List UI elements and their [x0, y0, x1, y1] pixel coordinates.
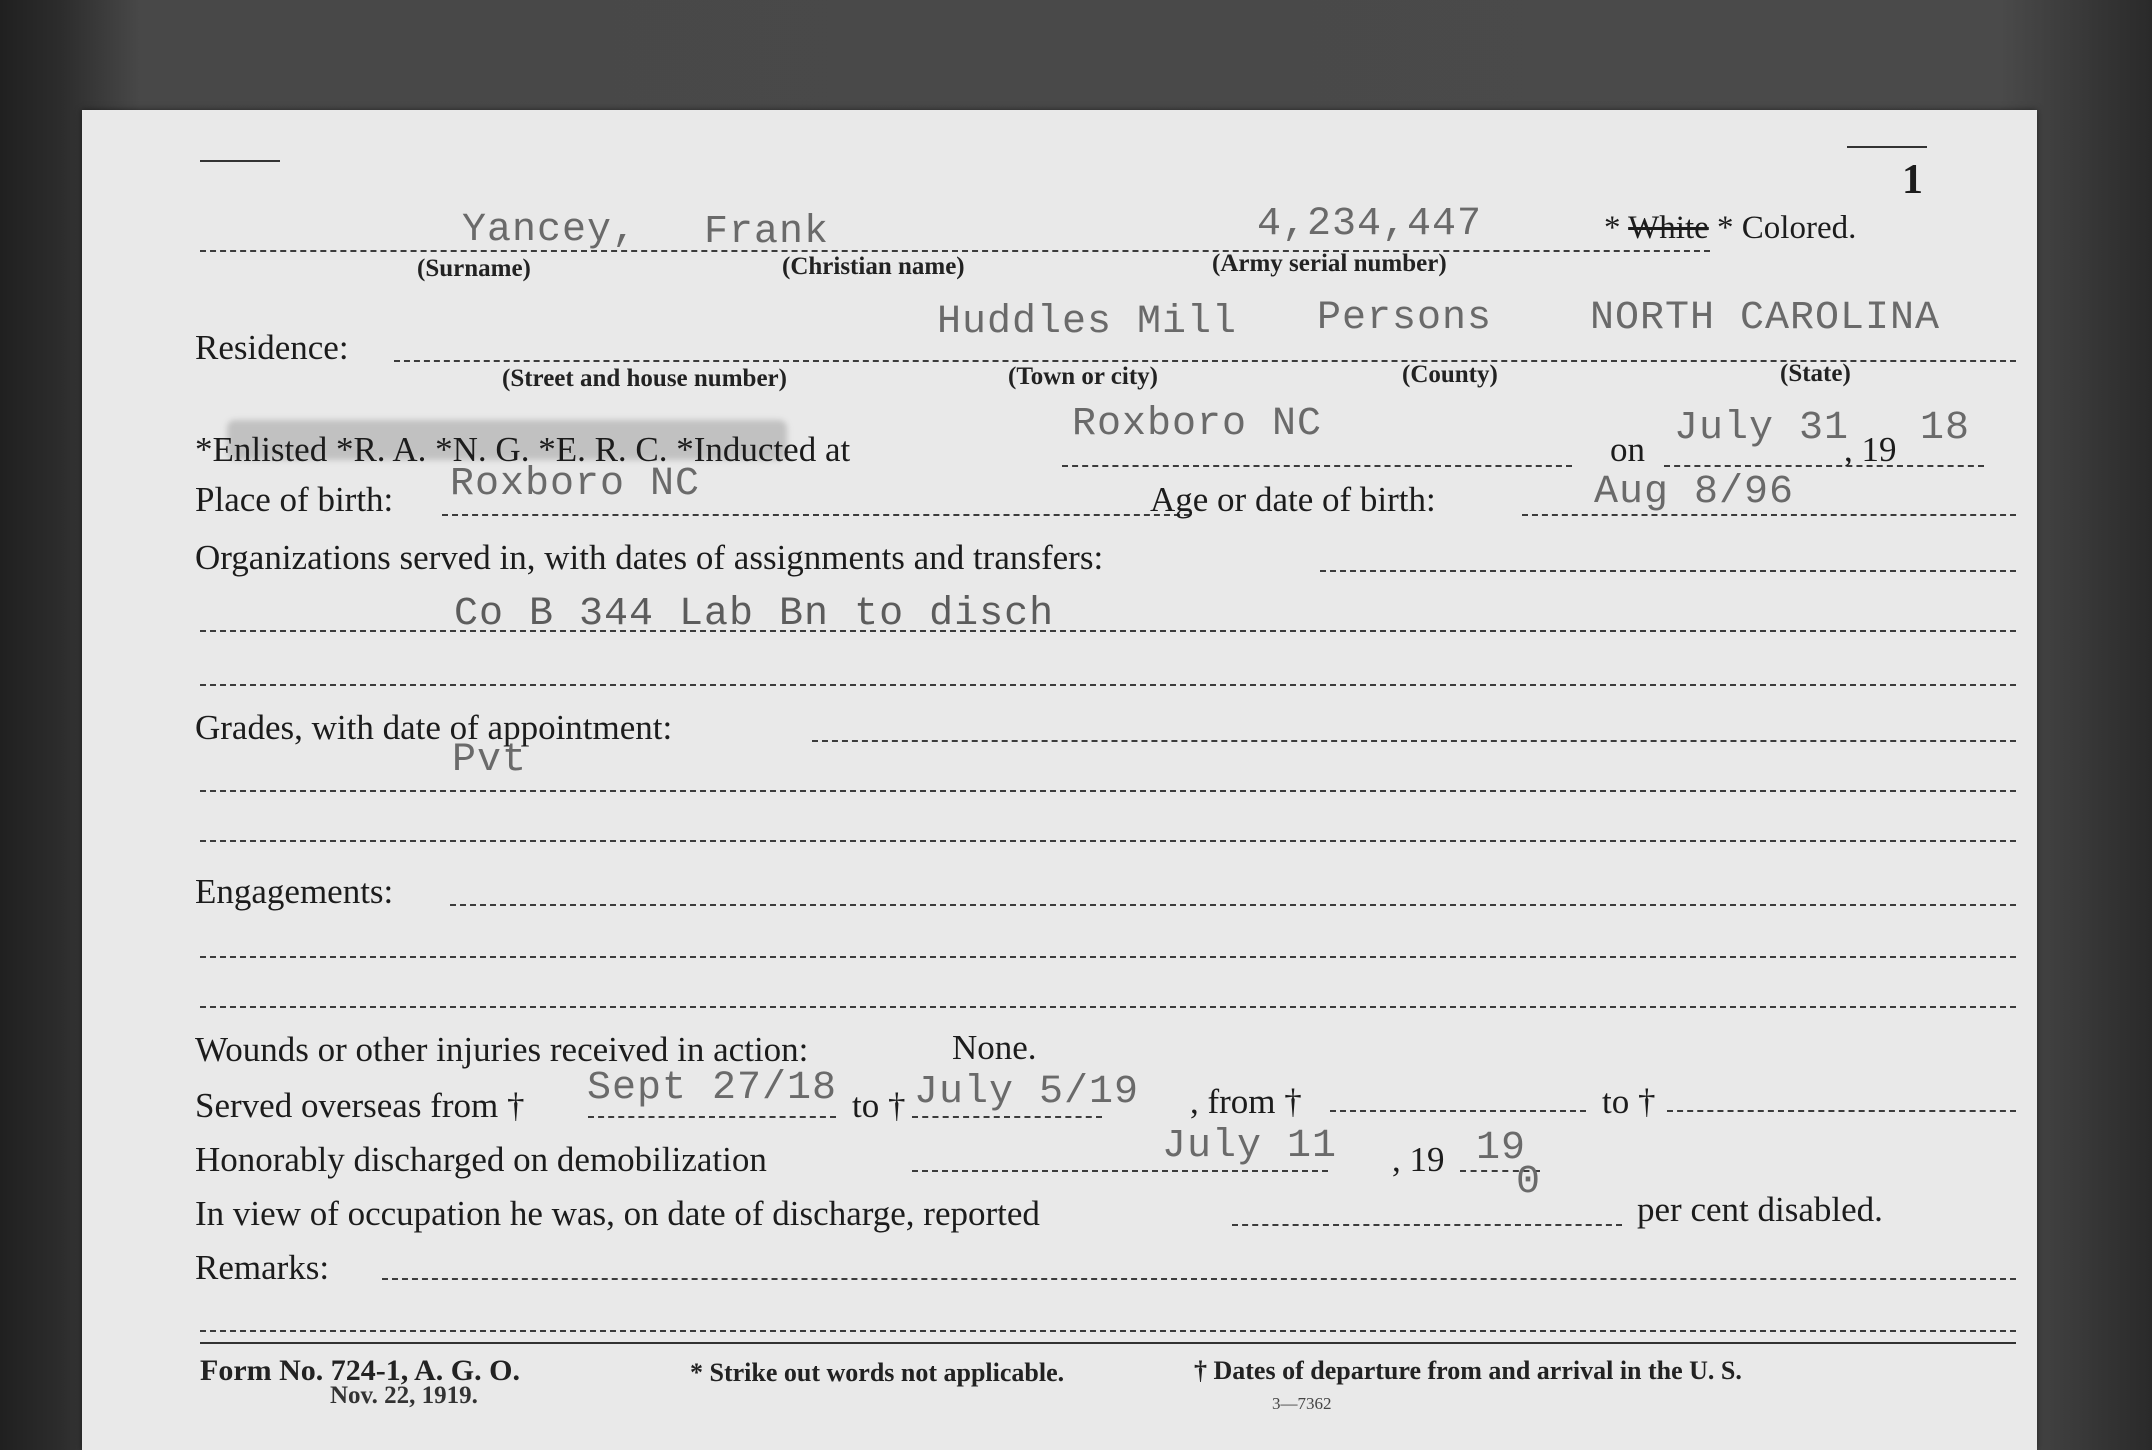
disabled-pct-value: 0 [1516, 1160, 1542, 1205]
induct-year-value: 18 [1920, 406, 1971, 451]
overseas-to-value: July 5/19 [914, 1070, 1140, 1115]
residence-label: Residence: [195, 328, 349, 367]
disabled-line [1232, 1224, 1622, 1226]
grade-value: Pvt [452, 738, 528, 783]
top-right-rule [1847, 146, 1927, 148]
town-value: Huddles Mill [937, 300, 1238, 345]
name-line [200, 250, 1710, 252]
discharge-label: Honorably discharged on demobilization [195, 1140, 767, 1179]
enlisted-label: *Enlisted *R. A. *N. G. *E. R. C. *Inducted at [195, 430, 851, 469]
organizations-value: Co B 344 Lab Bn to disch [454, 592, 1055, 637]
occupation-label: In view of occupation he was, on date of discharge, reported [195, 1194, 1040, 1233]
page-number: 1 [1902, 157, 1923, 203]
wounds-value: None. [952, 1028, 1037, 1067]
state-caption: (State) [1780, 360, 1851, 387]
induct-date-value: July 31 [1674, 406, 1850, 451]
state-value: NORTH CAROLINA [1590, 296, 1941, 341]
overseas-from2-line [1330, 1110, 1586, 1112]
top-left-rule [200, 160, 280, 162]
surname-caption: (Surname) [417, 255, 531, 282]
organizations-line-3 [200, 684, 2016, 686]
residence-line [394, 360, 2016, 362]
birth-place-value: Roxboro NC [450, 462, 701, 507]
overseas-to2-label: to † [1602, 1082, 1656, 1121]
discharge-date-value: July 11 [1162, 1124, 1338, 1169]
serial-number-caption: (Army serial number) [1212, 250, 1447, 277]
print-code: 3—7362 [1272, 1394, 1332, 1413]
grades-line-2 [200, 790, 2016, 792]
overseas-label: Served overseas from † [195, 1086, 525, 1125]
service-record-card [82, 110, 2037, 1450]
race-options [1604, 210, 1856, 247]
engagements-line-2 [200, 956, 2016, 958]
form-number: Form No. 724-1, A. G. O. [200, 1354, 520, 1387]
race-prefix: * [1604, 210, 1629, 246]
engagements-label: Engagements: [195, 872, 394, 911]
overseas-from2-label: , from † [1190, 1082, 1302, 1121]
race-white-struck: White [1628, 210, 1709, 246]
engagements-line-1 [450, 904, 2016, 906]
grades-label: Grades, with date of appointment: [195, 708, 673, 747]
disabled-label: per cent disabled. [1637, 1190, 1883, 1229]
street-caption: (Street and house number) [502, 365, 787, 392]
overseas-to2-line [1667, 1110, 2016, 1112]
inducted-line [1062, 465, 1572, 467]
surname-value: Yancey, [462, 208, 638, 253]
on-label: on [1610, 430, 1645, 469]
town-caption: (Town or city) [1008, 363, 1158, 390]
age-label: Age or date of birth: [1150, 480, 1436, 519]
organizations-line-1 [1320, 570, 2016, 572]
grades-line-3 [200, 840, 2016, 842]
overseas-to-line [912, 1116, 1102, 1118]
remarks-label: Remarks: [195, 1248, 330, 1287]
engagements-line-3 [200, 1006, 2016, 1008]
discharge-year-prefix: , 19 [1392, 1140, 1445, 1179]
race-colored: * Colored. [1708, 210, 1857, 246]
birth-date-value: Aug 8/96 [1594, 470, 1795, 515]
footer-rule [200, 1342, 2016, 1344]
footnote-strike: * Strike out words not applicable. [690, 1358, 1065, 1387]
form-date: Nov. 22, 1919. [330, 1382, 478, 1409]
discharge-year-value: 19 [1476, 1126, 1527, 1171]
serial-number-value: 4,234,447 [1257, 202, 1483, 247]
county-caption: (County) [1402, 361, 1498, 388]
birth-place-line [442, 514, 1190, 516]
county-value: Persons [1317, 296, 1493, 341]
discharge-date-line [912, 1170, 1328, 1172]
grades-line-1 [812, 740, 2016, 742]
induct-date-line [1664, 465, 1984, 467]
overseas-from-line [588, 1116, 836, 1118]
wounds-label: Wounds or other injuries received in action: [195, 1030, 809, 1069]
overseas-to-label: to † [852, 1086, 906, 1125]
christian-name-caption: (Christian name) [782, 253, 965, 280]
induct-year-prefix: , 19 [1844, 430, 1897, 469]
overseas-from-value: Sept 27/18 [587, 1066, 838, 1111]
birth-place-label: Place of birth: [195, 480, 394, 519]
remarks-line-1 [382, 1278, 2016, 1280]
organizations-label: Organizations served in, with dates of assignments and transfers: [195, 538, 1104, 577]
footnote-dates: † Dates of departure from and arrival in the U. S. [1194, 1356, 1742, 1385]
christian-name-value: Frank [704, 210, 830, 255]
inducted-at-value: Roxboro NC [1072, 402, 1323, 447]
remarks-line-2 [200, 1330, 2016, 1332]
